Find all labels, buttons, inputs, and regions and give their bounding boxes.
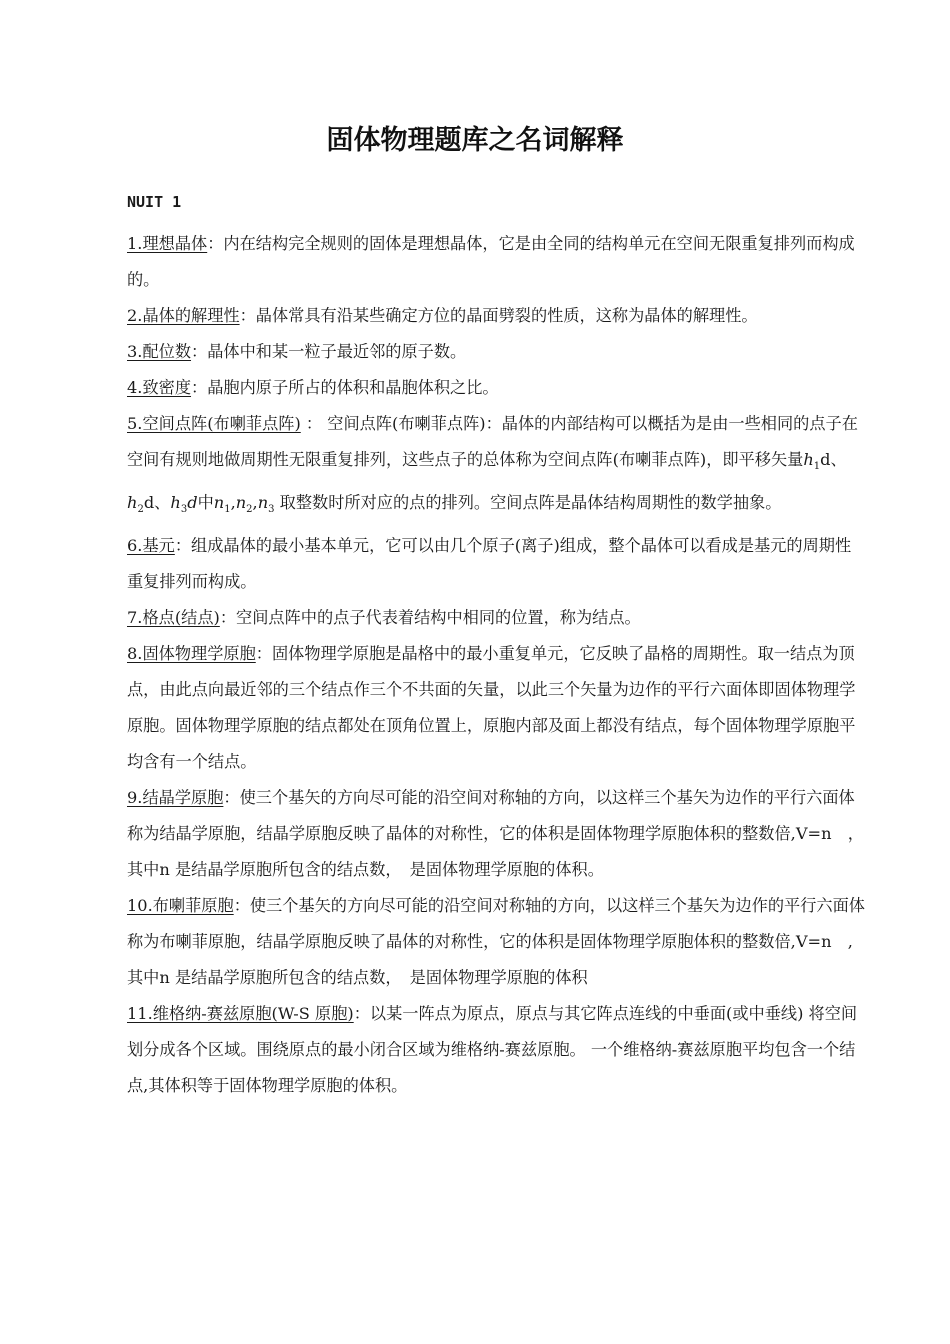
entry-term: 6.基元 xyxy=(127,536,175,556)
entry-term: 1.理想晶体 xyxy=(127,234,208,253)
entry-text: 内在结构完全规则的固体是理想晶体，它是由全同的结构单元在空间无限重复排列而构成的。 xyxy=(127,234,855,289)
entry-packing-density: 4.致密度：晶胞内原子所占的体积和晶胞体积之比。 xyxy=(127,378,499,397)
entry-text: 取整数时所对应的点的排列。空间点阵是晶体结构周期性的数学抽象。 xyxy=(279,493,782,513)
entry-bravais-cell: 10.布喇菲原胞：使三个基矢的方向尽可能的沿空间对称轴的方向，以这样三个基矢为边作的平行六面体称为布喇菲原胞，结晶学原胞反映了晶体的对称性，它的体积是固体物理学原胞体积的整数倍,V=n ,其中n 是结晶学原胞所包含的结点数， 是固体物理学原胞的体积 xyxy=(127,896,865,988)
page-title: 固体物理题库之名词解释 xyxy=(326,125,624,156)
entry-term: 4.致密度 xyxy=(127,378,192,397)
entry-text: 使三个基矢的方向尽可能的沿空间对称轴的方向，以这样三个基矢为边作的平行六面体称为结晶学原胞，结晶学原胞反映了晶体的对称性，它的体积是固体物理学原胞体积的整数倍,V=n ，其中n 是结晶学原胞所包含的结点数， 是固体物理学原胞的体积。 xyxy=(127,788,864,880)
entry-lattice-point: 7.格点(结点)：空间点阵中的点子代表着结构中相同的位置，称为结点。 xyxy=(127,608,641,628)
glossary-body xyxy=(127,226,867,1104)
entry-primitive-cell: 8.固体物理学原胞：固体物理学原胞是晶格中的最小重复单元，它反映了晶格的周期性。取一结点为顶点，由此点向最近邻的三个结点作三个不共面的矢量，以此三个矢量为边作的平行六面体即固体物理学原胞。固体物理学原胞的结点都处在顶角位置上，原胞内部及面上都没有结点，每个固体物理学原胞平均含有一个结点。 xyxy=(127,644,856,772)
entry-bravais-lattice: 5.空间点阵(布喇菲点阵) ： 空间点阵(布喇菲点阵)：晶体的内部结构可以概括为是由一些相同的点子在空间有规则地做周期性无限重复排列，这些点子的总体称为空间点阵(布喇菲点阵)，即平移矢量$h_1d$、$h_2d$、$h_3d$中$n_1,n_2,n_3$ 取整数时所对应的点的排列。空间点阵是晶体结构周期性的数学抽象。 xyxy=(127,414,858,516)
entry-wigner-seitz-cell: 11.维格纳-赛兹原胞(W-S 原胞)：以某一阵点为原点，原点与其它阵点连线的中垂面(或中垂线) 将空间划分成各个区域。围绕原点的最小闭合区域为维格纳-赛兹原胞。 一个维格纳-赛兹原胞平均包含一个结点,其体积等于固体物理学原胞的体积。 xyxy=(127,1004,858,1096)
entry-term: 11.维格纳-赛兹原胞(W-S 原胞) xyxy=(127,1004,354,1024)
entry-text: 晶体中和某一粒子最近邻的原子数。 xyxy=(207,342,467,361)
entry-cleavage: 2.晶体的解理性：晶体常具有沿某些确定方位的晶面劈裂的性质，这称为晶体的解理性。 xyxy=(127,306,758,325)
entry-crystallographic-cell: 9.结晶学原胞：使三个基矢的方向尽可能的沿空间对称轴的方向，以这样三个基矢为边作的平行六面体称为结晶学原胞，结晶学原胞反映了晶体的对称性，它的体积是固体物理学原胞体积的整数倍,V=n ，其中n 是结晶学原胞所包含的结点数， 是固体物理学原胞的体积。 xyxy=(127,788,864,880)
unit-heading: NUIT 1 xyxy=(127,193,182,211)
entry-text: 固体物理学原胞是晶格中的最小重复单元，它反映了晶格的周期性。取一结点为顶点，由此点向最近邻的三个结点作三个不共面的矢量，以此三个矢量为边作的平行六面体即固体物理学原胞。固体物理学原胞的结点都处在顶角位置上，原胞内部及面上都没有结点，每个固体物理学原胞平均含有一个结点。 xyxy=(127,644,856,772)
entry-term: 8.固体物理学原胞 xyxy=(127,644,256,664)
entry-text: 以某一阵点为原点，原点与其它阵点连线的中垂面(或中垂线) 将空间划分成各个区域。围绕原点的最小闭合区域为维格纳-赛兹原胞。 一个维格纳-赛兹原胞平均包含一个结点,其体积等于固体物理学原胞的体积。 xyxy=(127,1004,858,1096)
entry-term: 9.结晶学原胞 xyxy=(127,788,224,808)
entry-term: 3.配位数 xyxy=(127,342,192,361)
entry-term: 10.布喇菲原胞 xyxy=(127,896,234,916)
entry-term: 5.空间点阵(布喇菲点阵) xyxy=(127,414,301,433)
entry-text: 组成晶体的最小基本单元，它可以由几个原子(离子)组成，整个晶体可以看成是基元的周期性重复排列而构成。 xyxy=(127,536,852,592)
translation-vector-formula: $h_1d$、$h_2d$、$h_3d$中$n_1,n_2,n_3$ xyxy=(127,450,847,516)
entry-text: 空间点阵(布喇菲点阵)：晶体的内部结构可以概括为是由一些相同的点子在空间有规则地做周期性无限重复排列，这些点子的总体称为空间点阵(布喇菲点阵)，即平移矢量 xyxy=(127,414,858,469)
entry-text: 使三个基矢的方向尽可能的沿空间对称轴的方向，以这样三个基矢为边作的平行六面体称为布喇菲原胞，结晶学原胞反映了晶体的对称性，它的体积是固体物理学原胞体积的整数倍,V=n ,其中n 是结晶学原胞所包含的结点数， 是固体物理学原胞的体积 xyxy=(127,896,865,988)
entry-text: 晶胞内原子所占的体积和晶胞体积之比。 xyxy=(207,378,499,397)
entry-text: 晶体常具有沿某些确定方位的晶面劈裂的性质，这称为晶体的解理性。 xyxy=(255,306,758,325)
entry-term: 7.格点(结点) xyxy=(127,608,220,628)
entry-basis: 6.基元：组成晶体的最小基本单元，它可以由几个原子(离子)组成，整个晶体可以看成是基元的周期性重复排列而构成。 xyxy=(127,536,852,592)
entry-coordination-number: 3.配位数：晶体中和某一粒子最近邻的原子数。 xyxy=(127,342,467,361)
entry-term: 2.晶体的解理性 xyxy=(127,306,240,325)
entry-ideal-crystal: 1.理想晶体：内在结构完全规则的固体是理想晶体，它是由全同的结构单元在空间无限重复排列而构成的。 xyxy=(127,234,855,289)
entry-text: 空间点阵中的点子代表着结构中相同的位置，称为结点。 xyxy=(236,608,641,628)
